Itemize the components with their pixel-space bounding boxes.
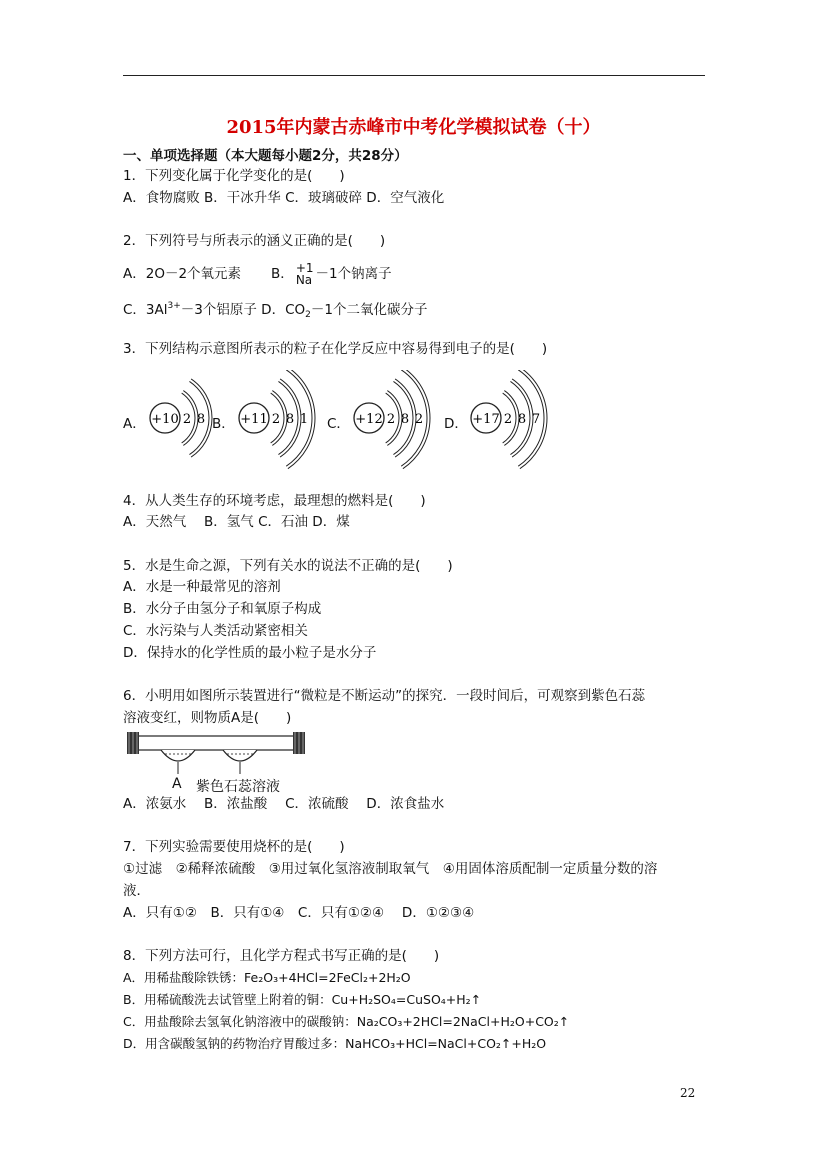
q7-items: ①过滤 ②稀释浓硫酸 ③用过氧化氢溶液制取氧气 ④用固体溶质配制一定质量分数的溶	[123, 861, 658, 877]
q3-option-letter: A．	[123, 416, 146, 432]
q6-options: A．浓氨水 B．浓盐酸 C．浓硫酸 D．浓食盐水	[123, 796, 445, 812]
section-heading: 一、单项选择题（本大题每小题2分，共28分）	[123, 148, 408, 164]
q6-figure-label-a: A	[172, 776, 182, 792]
shell-electron-count: 2	[271, 412, 281, 427]
nucleus-charge: +17	[472, 412, 500, 427]
q3-option-letter: D．	[444, 416, 468, 432]
q6-figure-label-litmus: 紫色石蕊溶液	[196, 779, 280, 795]
shell-electron-count: 8	[400, 412, 410, 427]
q2-option-b-prefix: B．	[271, 266, 294, 282]
q5-option-c: C．水污染与人类活动紧密相关	[123, 623, 308, 639]
q2-options-cd: C．$3Al^{3+}-3$个铝原子 D．$CO_2-1$个二氧化碳分子	[123, 301, 428, 320]
shell-electron-count: 2	[182, 412, 192, 427]
q1-stem: 1．下列变化属于化学变化的是( )	[123, 168, 345, 184]
shell-electron-count: 2	[503, 412, 513, 427]
q4-stem: 4．从人类生存的环境考虑，最理想的燃料是( )	[123, 493, 426, 509]
shell-electron-count: 7	[531, 412, 541, 427]
q2-option-b-text: －1个钠离子	[315, 266, 392, 282]
q8-option-b: B．用稀硫酸洗去试管壁上附着的铜：Cu+H₂SO₄=CuSO₄+H₂↑	[123, 992, 482, 1007]
q5-stem: 5．水是生命之源，下列有关水的说法不正确的是( )	[123, 558, 453, 574]
header-rule	[123, 75, 705, 76]
q5-option-b: B．水分子由氢分子和氧原子构成	[123, 601, 322, 617]
q8-stem: 8．下列方法可行，且化学方程式书写正确的是( )	[123, 948, 440, 964]
q4-options: A．天然气 B．氢气 C．石油 D．煤	[123, 514, 350, 530]
q7-options: A．只有①② B．只有①④ C．只有①②④ D．①②③④	[123, 905, 475, 921]
q8-option-d: D．用含碳酸氢钠的药物治疗胃酸过多：NaHCO₃+HCl=NaCl+CO₂↑+H₂O	[123, 1036, 547, 1051]
shell-electron-count: 8	[517, 412, 527, 427]
page-number: 22	[680, 1086, 696, 1100]
q2-na-symbol: +1 Na	[295, 261, 314, 287]
q1-options: A．食物腐败 B．干冰升华 C．玻璃破碎 D．空气液化	[123, 190, 445, 206]
q3-stem: 3．下列结构示意图所表示的粒子在化学反应中容易得到电子的是( )	[123, 341, 548, 357]
q5-option-a: A．水是一种最常见的溶剂	[123, 579, 281, 595]
q7-stem: 7．下列实验需要使用烧杯的是( )	[123, 839, 345, 855]
q6-stem-line2: 溶液变红，则物质A是( )	[123, 710, 292, 726]
shell-electron-count: 2	[386, 412, 396, 427]
q3-atom-diagram	[468, 370, 578, 480]
q5-option-d: D．保持水的化学性质的最小粒子是水分子	[123, 645, 377, 661]
q8-option-c: C．用盐酸除去氢氧化钠溶液中的碳酸钠：Na₂CO₃+2HCl=2NaCl+H₂O+CO₂↑	[123, 1014, 570, 1029]
nucleus-charge: +12	[355, 412, 383, 427]
q7-items-cont: 液．	[123, 883, 150, 899]
q8-option-a: A．用稀盐酸除铁锈：Fe₂O₃+4HCl=2FeCl₂+2H₂O	[123, 970, 411, 985]
shell-electron-count: 1	[299, 412, 309, 427]
nucleus-charge: +10	[151, 412, 179, 427]
shell-electron-count: 8	[196, 412, 206, 427]
q3-option-letter: C．	[327, 416, 350, 432]
nucleus-charge: +11	[240, 412, 268, 427]
page-title: 2015年内蒙古赤峰市中考化学模拟试卷（十）	[226, 117, 601, 138]
shell-electron-count: 2	[414, 412, 424, 427]
q2-options-ab	[123, 262, 392, 286]
q2-option-a: A．2O－2个氧元素	[123, 266, 242, 282]
q3-option-letter: B．	[212, 416, 235, 432]
q2-stem: 2．下列符号与所表示的涵义正确的是( )	[123, 233, 386, 249]
shell-electron-count: 8	[285, 412, 295, 427]
q6-stem-line1: 6．小明用如图所示装置进行“微粒是不断运动”的探究．一段时间后，可观察到紫色石蕊	[123, 688, 646, 704]
